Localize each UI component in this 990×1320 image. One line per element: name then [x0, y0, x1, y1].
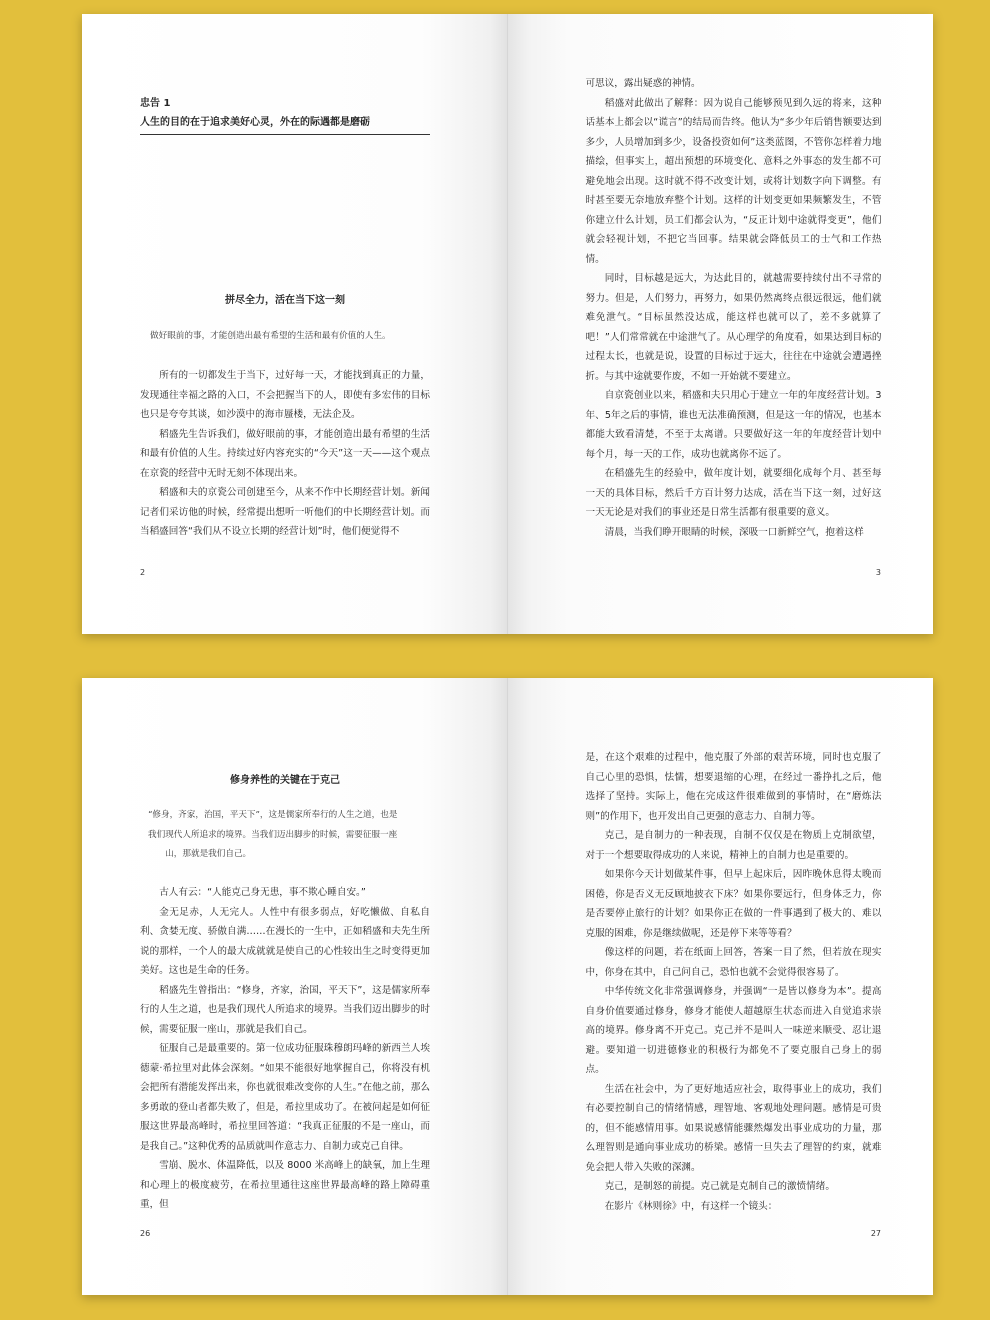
paragraph: 稻盛对此做出了解释：因为说自己能够预见到久远的将来，这种话基本上都会以“谎言”的结局而告终。他认为“多少年后销售额要达到多少，人员增加到多少，设备投资如何”这类蓝图，不管你怎样着力地描绘，但事实上，超出预想的环境变化、意料之外事态的发生都不可避免地会出现。这时就不得不改变计划，或将计划数字向下调整。有时甚至要无奈地放弃整个计划。这样的计划变更如果频繁发生，不管你建立什么计划，员工们都会认为，“反正计划中途就得变更”，他们就会轻视计划，不把它当回事。结果就会降低员工的士气和工作热情。	[585, 97, 882, 265]
chapter-label: 忠告 1	[140, 98, 171, 109]
paragraph: 古人有云：“人能克己身无患，事不欺心睡自安。”	[159, 887, 366, 898]
page-number: 2	[140, 568, 146, 577]
paragraph: 同时，目标越是远大，为达此目的，就越需要持续付出不寻常的努力。但是，人们努力，再努力，如果仍然离终点很远很远，他们就难免泄气。“目标虽然没达成，能这样也就可以了，差不多就算了吧！”人们常常就在中途泄气了。从心理学的角度看，如果达到目标的过程太长，也就是说，设置的目标过于远大，往往在中途就会遭遇挫折。与其中途就要作废，不如一开始就不要建立。	[585, 273, 882, 382]
paragraph: 中华传统文化非常强调修身，并强调“一是皆以修身为本”。提高自身价值要通过修身，修身才能使人超越原生状态而进入自觉追求崇高的境界。修身离不开克己。克己并不是叫人一味逆来顺受、忍让退避。要知道一切进德修业的积极行为都免不了要克服自己身上的弱点。	[585, 986, 882, 1075]
paragraph: 如果你今天计划做某件事，但早上起床后，因昨晚休息得太晚而困倦，你是否义无反顾地披衣下床？如果你要远行，但身体乏力，你是否要停止旅行的计划？如果你正在做的一件事遇到了极大的、难以克服的困难，你是继续做呢，还是停下来等等看？	[585, 869, 882, 939]
chapter-title: 人生的目的在于追求美好心灵，外在的际遇都是磨砺	[140, 117, 370, 128]
paragraph: 是，在这个艰难的过程中，他克服了外部的艰苦环境，同时也克服了自己心里的恐惧，怯懦，想要退缩的心理，在经过一番挣扎之后，他选择了坚持。实际上，他在完成这件很难做到的事情时，在“磨炼法则”的作用下，也开发出自己更强的意志力、自制力等。	[585, 752, 882, 822]
section-header	[140, 291, 430, 306]
page-number: 3	[875, 568, 881, 577]
page-3	[508, 14, 934, 634]
paragraph: 稻盛和夫的京瓷公司创建至今，从来不作中长期经营计划。新闻记者们采访他的时候，经常提出想听一听他们的中长期经营计划。而当稻盛回答“我们从不设立长期的经营计划”时，他们便觉得不	[140, 487, 430, 537]
body-text	[586, 74, 882, 542]
book-spread-bottom	[82, 678, 933, 1295]
body-text	[140, 883, 430, 1215]
paragraph: 自京瓷创业以来，稻盛和夫只用心于建立一年的年度经营计划。3年、5年之后的事情，谁也无法准确预测，但是这一年的情况，也基本都能大致看清楚，不至于太离谱。只要做好这一年的年度经营计划中每个月，每一天的工作，成功也就离你不远了。	[585, 390, 882, 460]
paragraph: 像这样的问题，若在纸面上回答，答案一目了然，但若放在现实中，你身在其中，自己问自己，恐怕也就不会觉得很容易了。	[585, 947, 882, 978]
epigraph-line: 山，那就是我们自己。	[165, 849, 252, 859]
paragraph: 清晨，当我们睁开眼睛的时候，深吸一口新鲜空气，抱着这样	[604, 526, 864, 538]
epigraph-text: 做好眼前的事，才能创造出最有希望的生活和最有价值的人生。	[150, 331, 391, 341]
body-text	[586, 748, 882, 1216]
paragraph: 稻盛先生曾指出：“修身，齐家，治国，平天下”，这是儒家所奉行的人生之道，也是我们现代人所追求的境界。当我们迈出脚步的时候，需要征服一座山，那就是我们自己。	[140, 984, 430, 1035]
paragraph: 金无足赤，人无完人。人性中有很多弱点，好吃懒做、自私自利、贪婪无度、骄傲自满……在漫长的一生中，正如稻盛和夫先生所说的那样，一个人的最大成就就是使自己的心性较出生之时变得更加美好。这也是生命的任务。	[140, 906, 430, 976]
paragraph: 可思议，露出疑惑的神情。	[585, 78, 701, 89]
section-title: 修身养性的关键在于克己	[230, 775, 340, 786]
epigraph	[148, 806, 438, 865]
paragraph: 生活在社会中，为了更好地适应社会，取得事业上的成功，我们有必要控制自己的情绪情感，理智地、客观地处理问题。感情是可贵的，但不能感情用事。如果说感情能骤然爆发出事业成功的力量，那么理智则是通向事业成功的桥梁。感情一旦失去了理智的约束，就难免会把人带入失败的深渊。	[585, 1083, 882, 1173]
page-27	[508, 678, 934, 1295]
page-number: 26	[140, 1229, 151, 1238]
paragraph: 克己，是制怒的前提。克己就是克制自己的激愤情绪。	[604, 1181, 835, 1192]
paragraph: 在稻盛先生的经验中，做年度计划，就要细化成每个月、甚至每一天的具体目标，然后千方百计努力达成，活在当下这一刻，过好这一天无论是对我们的事业还是日常生活都有很重要的意义。	[585, 468, 882, 518]
paragraph: 征服自己是最重要的。第一位成功征服珠穆朗玛峰的新西兰人埃德蒙·希拉里对此体会深刻。“如果不能很好地掌握自己，你将没有机会把所有潜能发挥出来，你也就很难改变你的人生。”在他之前，那么多勇敢的登山者都失败了，但是，希拉里成功了。在被问起是如何征服这世界最高峰时，希拉里回答道：“我真正征服的不是一座山，而是我自己。”这种优秀的品质就叫作意志力、自制力或克己自律。	[140, 1043, 430, 1152]
chapter-header	[140, 96, 430, 135]
page-number: 27	[870, 1229, 881, 1238]
paragraph: 雪崩、脱水、体温降低，以及 8000 米高峰上的缺氧，加上生理和心理上的极度疲劳，在希拉里通往这座世界最高峰的路上障碍重重，但	[140, 1160, 430, 1210]
paragraph: 所有的一切都发生于当下，过好每一天，才能找到真正的力量，发现通往幸福之路的入口，不会把握当下的人，即使有多宏伟的目标也只是夸夸其谈，如沙漠中的海市蜃楼，无法企及。	[140, 370, 430, 420]
book-spread-top	[82, 14, 933, 634]
epigraph-line: “修身，齐家，治国，平天下”，这是儒家所奉行的人生之道，也是	[148, 810, 398, 820]
section-header	[140, 771, 430, 786]
page-2	[82, 14, 508, 634]
section-title: 拼尽全力，活在当下这一刻	[225, 295, 345, 306]
paragraph: 在影片《林则徐》中，有这样一个镜头：	[604, 1200, 778, 1212]
body-text	[140, 366, 430, 542]
epigraph-line: 我们现代人所追求的境界。当我们迈出脚步的时候，需要征服一座	[148, 829, 398, 840]
epigraph	[150, 327, 430, 347]
paragraph: 稻盛先生告诉我们，做好眼前的事，才能创造出最有希望的生活和最有价值的人生。持续过好内容充实的“今天”这一天——这个观点在京瓷的经营中无时无刻不体现出来。	[140, 428, 430, 479]
paragraph: 克己，是自制力的一种表现，自制不仅仅是在物质上克制欲望，对于一个想要取得成功的人来说，精神上的自制力也是重要的。	[585, 830, 882, 861]
chapter-rule	[140, 134, 430, 135]
page-26	[82, 678, 508, 1295]
